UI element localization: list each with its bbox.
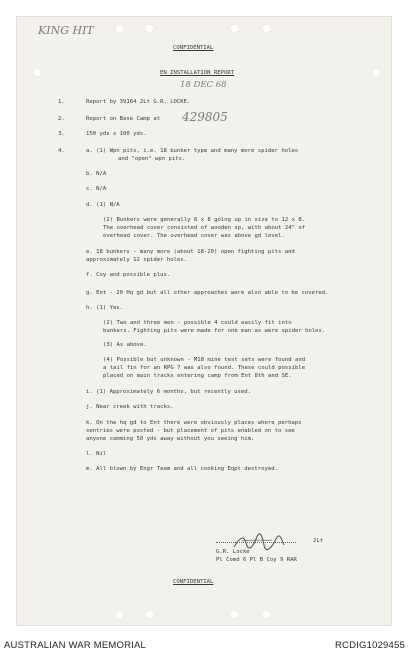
item-number: 4.	[58, 148, 65, 154]
punch-hole-top-2	[145, 24, 154, 33]
report-title: EN INSTALLATION REPORT	[160, 70, 235, 76]
punch-hole-top-3	[230, 24, 239, 33]
item-text: (4) Possible but unknown - M18 mine test sets were found and	[103, 357, 306, 363]
item-text: b. N/A	[86, 171, 107, 177]
archive-record-id: RCDIG1029455	[335, 640, 405, 651]
punch-hole-right-1	[372, 68, 381, 77]
punch-hole-bottom-4	[262, 610, 271, 619]
item-text: a tail fin for an RPG 7 was also found. These could possible	[103, 365, 306, 371]
item-text: c. N/A	[86, 186, 107, 192]
item-text: h. (1) Yes.	[86, 305, 124, 311]
item-text: e. 18 bunkers - many more (about 18-20) open fighting pits and	[86, 249, 295, 255]
item-text: (2) Bunkers were generally 8 x 8 going up in size to 12 x 8.	[103, 217, 306, 223]
handwritten-grid-ref: 429805	[182, 110, 228, 124]
punch-hole-top-1	[115, 24, 124, 33]
item-text: l. Nil	[86, 451, 107, 457]
signature-rank: 2Lt	[313, 538, 324, 544]
item-text: f. Coy and possible plus.	[86, 272, 171, 278]
item-text: Report on Base Camp at	[86, 116, 161, 122]
item-text: and "open" wpn pits.	[118, 156, 186, 162]
item-text: a. (1) Wpn pits, i.e. 18 bunker type and many more spider holes	[86, 148, 299, 154]
item-text: d. (1) N/A	[86, 202, 120, 208]
handwritten-date: 18 DEC 68	[180, 80, 227, 90]
item-text: sentries were posted - but placement of pits enabled on to see	[86, 428, 295, 434]
item-text: Report by 39164 2Lt G.R. LOCKE.	[86, 99, 191, 105]
item-text: j. Near creek with tracks.	[86, 404, 174, 410]
item-text: i. (1) Approximately 6 months, but recently used.	[86, 389, 252, 395]
item-text: bunkers. Fighting pits were made for one man as were spider holes.	[103, 328, 326, 334]
archive-name: AUSTRALIAN WAR MEMORIAL	[4, 640, 147, 651]
item-text: (2) Two and three men - possible 4 could easily fit into	[103, 320, 292, 326]
punch-hole-bottom-2	[145, 610, 154, 619]
item-text: m. All blown by Engr Team and all cooking Eqpt destroyed.	[86, 466, 278, 472]
item-text: g. Ent - 20 Hq gd but all other approaches were also able to be covered.	[86, 290, 329, 296]
punch-hole-left-1	[33, 68, 42, 77]
item-text: The overhead cover consisted of wooden sp, with about 24" of	[103, 225, 306, 231]
handwritten-operation-name: KING HIT	[38, 24, 94, 37]
item-text: (3) As above.	[103, 342, 147, 348]
signature-dotted-line	[216, 542, 296, 543]
item-number: 1.	[58, 99, 65, 105]
classification-top: CONFIDENTIAL	[173, 45, 214, 51]
punch-hole-bottom-3	[230, 610, 239, 619]
signature-name: G.R. Locke	[216, 549, 250, 555]
item-text: overhead cover. The overhead cover was above gd level.	[103, 233, 285, 239]
item-text: placed on main tracks entering camp from Ent 8th and SE.	[103, 373, 292, 379]
item-text: k. On the hq gd to Ent there were obviously places where perhaps	[86, 420, 302, 426]
signature-unit: Pl Comd 6 Pl B Coy 9 RAR	[216, 557, 297, 563]
punch-hole-bottom-1	[115, 610, 124, 619]
item-text: approximately 12 spider holes.	[86, 257, 188, 263]
punch-hole-top-4	[262, 24, 271, 33]
item-text: anyone comming 50 yds away without you seeing him.	[86, 436, 255, 442]
item-text: 150 yds x 100 yds.	[86, 131, 147, 137]
item-number: 2.	[58, 116, 65, 122]
archive-footer	[0, 637, 409, 653]
classification-bottom: CONFIDENTIAL	[173, 579, 214, 585]
item-number: 3.	[58, 131, 65, 137]
